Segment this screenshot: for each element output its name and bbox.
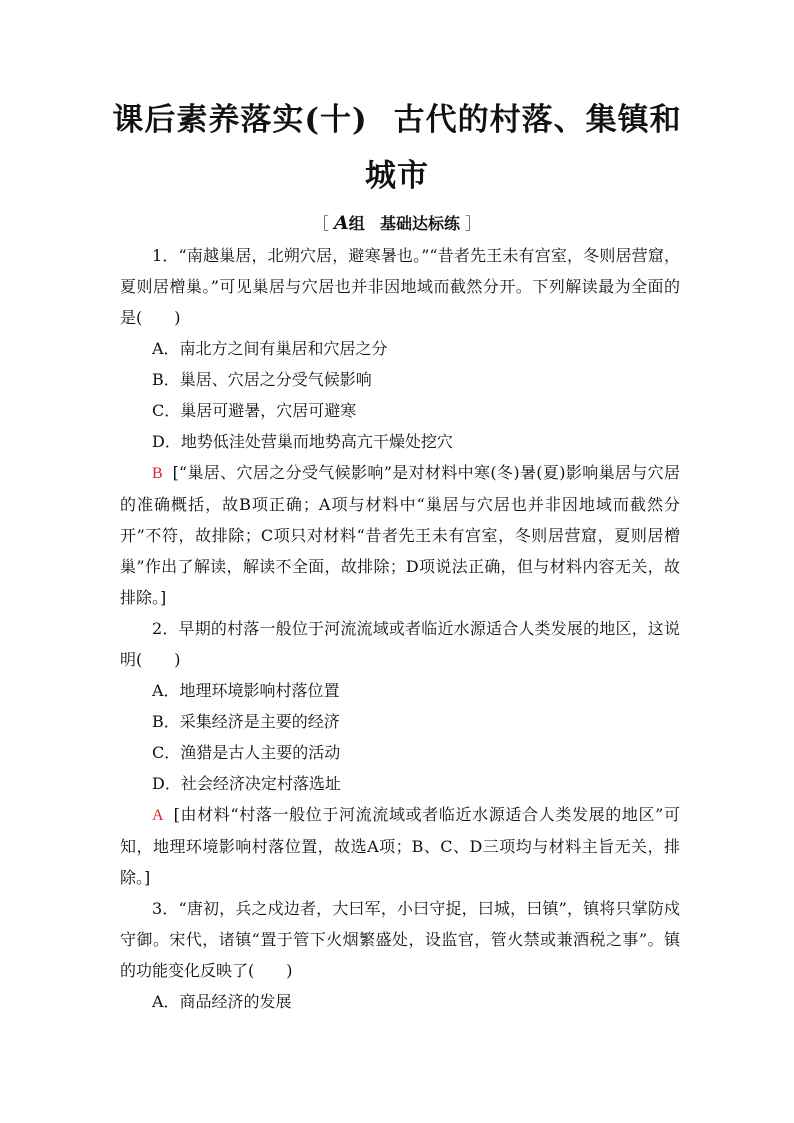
option-2a: A．地理环境影响村落位置 bbox=[152, 681, 340, 700]
option-1a: A．南北方之间有巢居和穴居之分 bbox=[152, 339, 388, 358]
answer-key-2: A bbox=[152, 807, 164, 824]
answer-key-1: B bbox=[152, 465, 163, 482]
bracket-open: ［ bbox=[312, 214, 329, 233]
group-letter: A bbox=[333, 212, 349, 234]
option-1c: C．巢居可避暑，穴居可避寒 bbox=[152, 401, 357, 420]
question-stem-2: 2．早期的村落一般位于河流流域或者临近水源适合人类发展的地区，这说明( ) bbox=[120, 619, 680, 669]
page-title bbox=[100, 92, 694, 204]
title-main: 课后素养落实(十) bbox=[112, 102, 368, 138]
option-1d: D．地势低洼处营巢而地势高亢干燥处挖穴 bbox=[152, 432, 453, 451]
question-stem-3: 3．“唐初，兵之戍边者，大曰军，小曰守捉，曰城，曰镇”，镇将只掌防戍守御。宋代，诸镇“置于管下火烟繁盛处，设监官，管火禁或兼酒税之事”。镇的功能变化反映了( ) bbox=[120, 899, 680, 980]
bracket-close: ］ bbox=[465, 214, 482, 233]
option-2c: C．渔猎是古人主要的活动 bbox=[152, 743, 341, 762]
section-heading bbox=[0, 212, 794, 235]
question-list bbox=[120, 240, 680, 1017]
option-3a: A．商品经济的发展 bbox=[152, 992, 292, 1011]
answer-2 bbox=[120, 799, 680, 893]
answer-1 bbox=[120, 457, 680, 613]
option-2d: D．社会经济决定村落选址 bbox=[152, 774, 341, 793]
explanation-1: [“巢居、穴居之分受气候影响”是对材料中寒(冬)暑(夏)影响巢居与穴居的准确概括，故B项正确；A项与材料中“巢居与穴居也并非因地域而截然分开”不符，故排除；C项只对材料“昔者先王未有宫室，冬则居营窟，夏则居橧巢”作出了解读，解读不全面，故排除；D项说法正确，但与材料内容无关，故排除。] bbox=[120, 463, 680, 607]
explanation-2: [由材料“村落一般位于河流流域或者临近水源适合人类发展的地区”可知，地理环境影响村落位置，故选A项；B、C、D三项均与材料主旨无关，排除。] bbox=[120, 805, 680, 887]
question-stem-1: 1．“南越巢居，北朔穴居，避寒暑也。”“昔者先王未有宫室，冬则居营窟，夏则居橧巢。”可见巢居与穴居也并非因地域而截然分开。下列解读最为全面的是( ) bbox=[120, 246, 680, 327]
option-2b: B．采集经济是主要的经济 bbox=[152, 712, 340, 731]
group-word: 组 bbox=[348, 214, 365, 233]
title-sub: 古代的村落、集镇和城市 bbox=[365, 102, 682, 194]
section-label: 基础达标练 bbox=[380, 214, 461, 233]
option-1b: B．巢居、穴居之分受气候影响 bbox=[152, 370, 372, 389]
